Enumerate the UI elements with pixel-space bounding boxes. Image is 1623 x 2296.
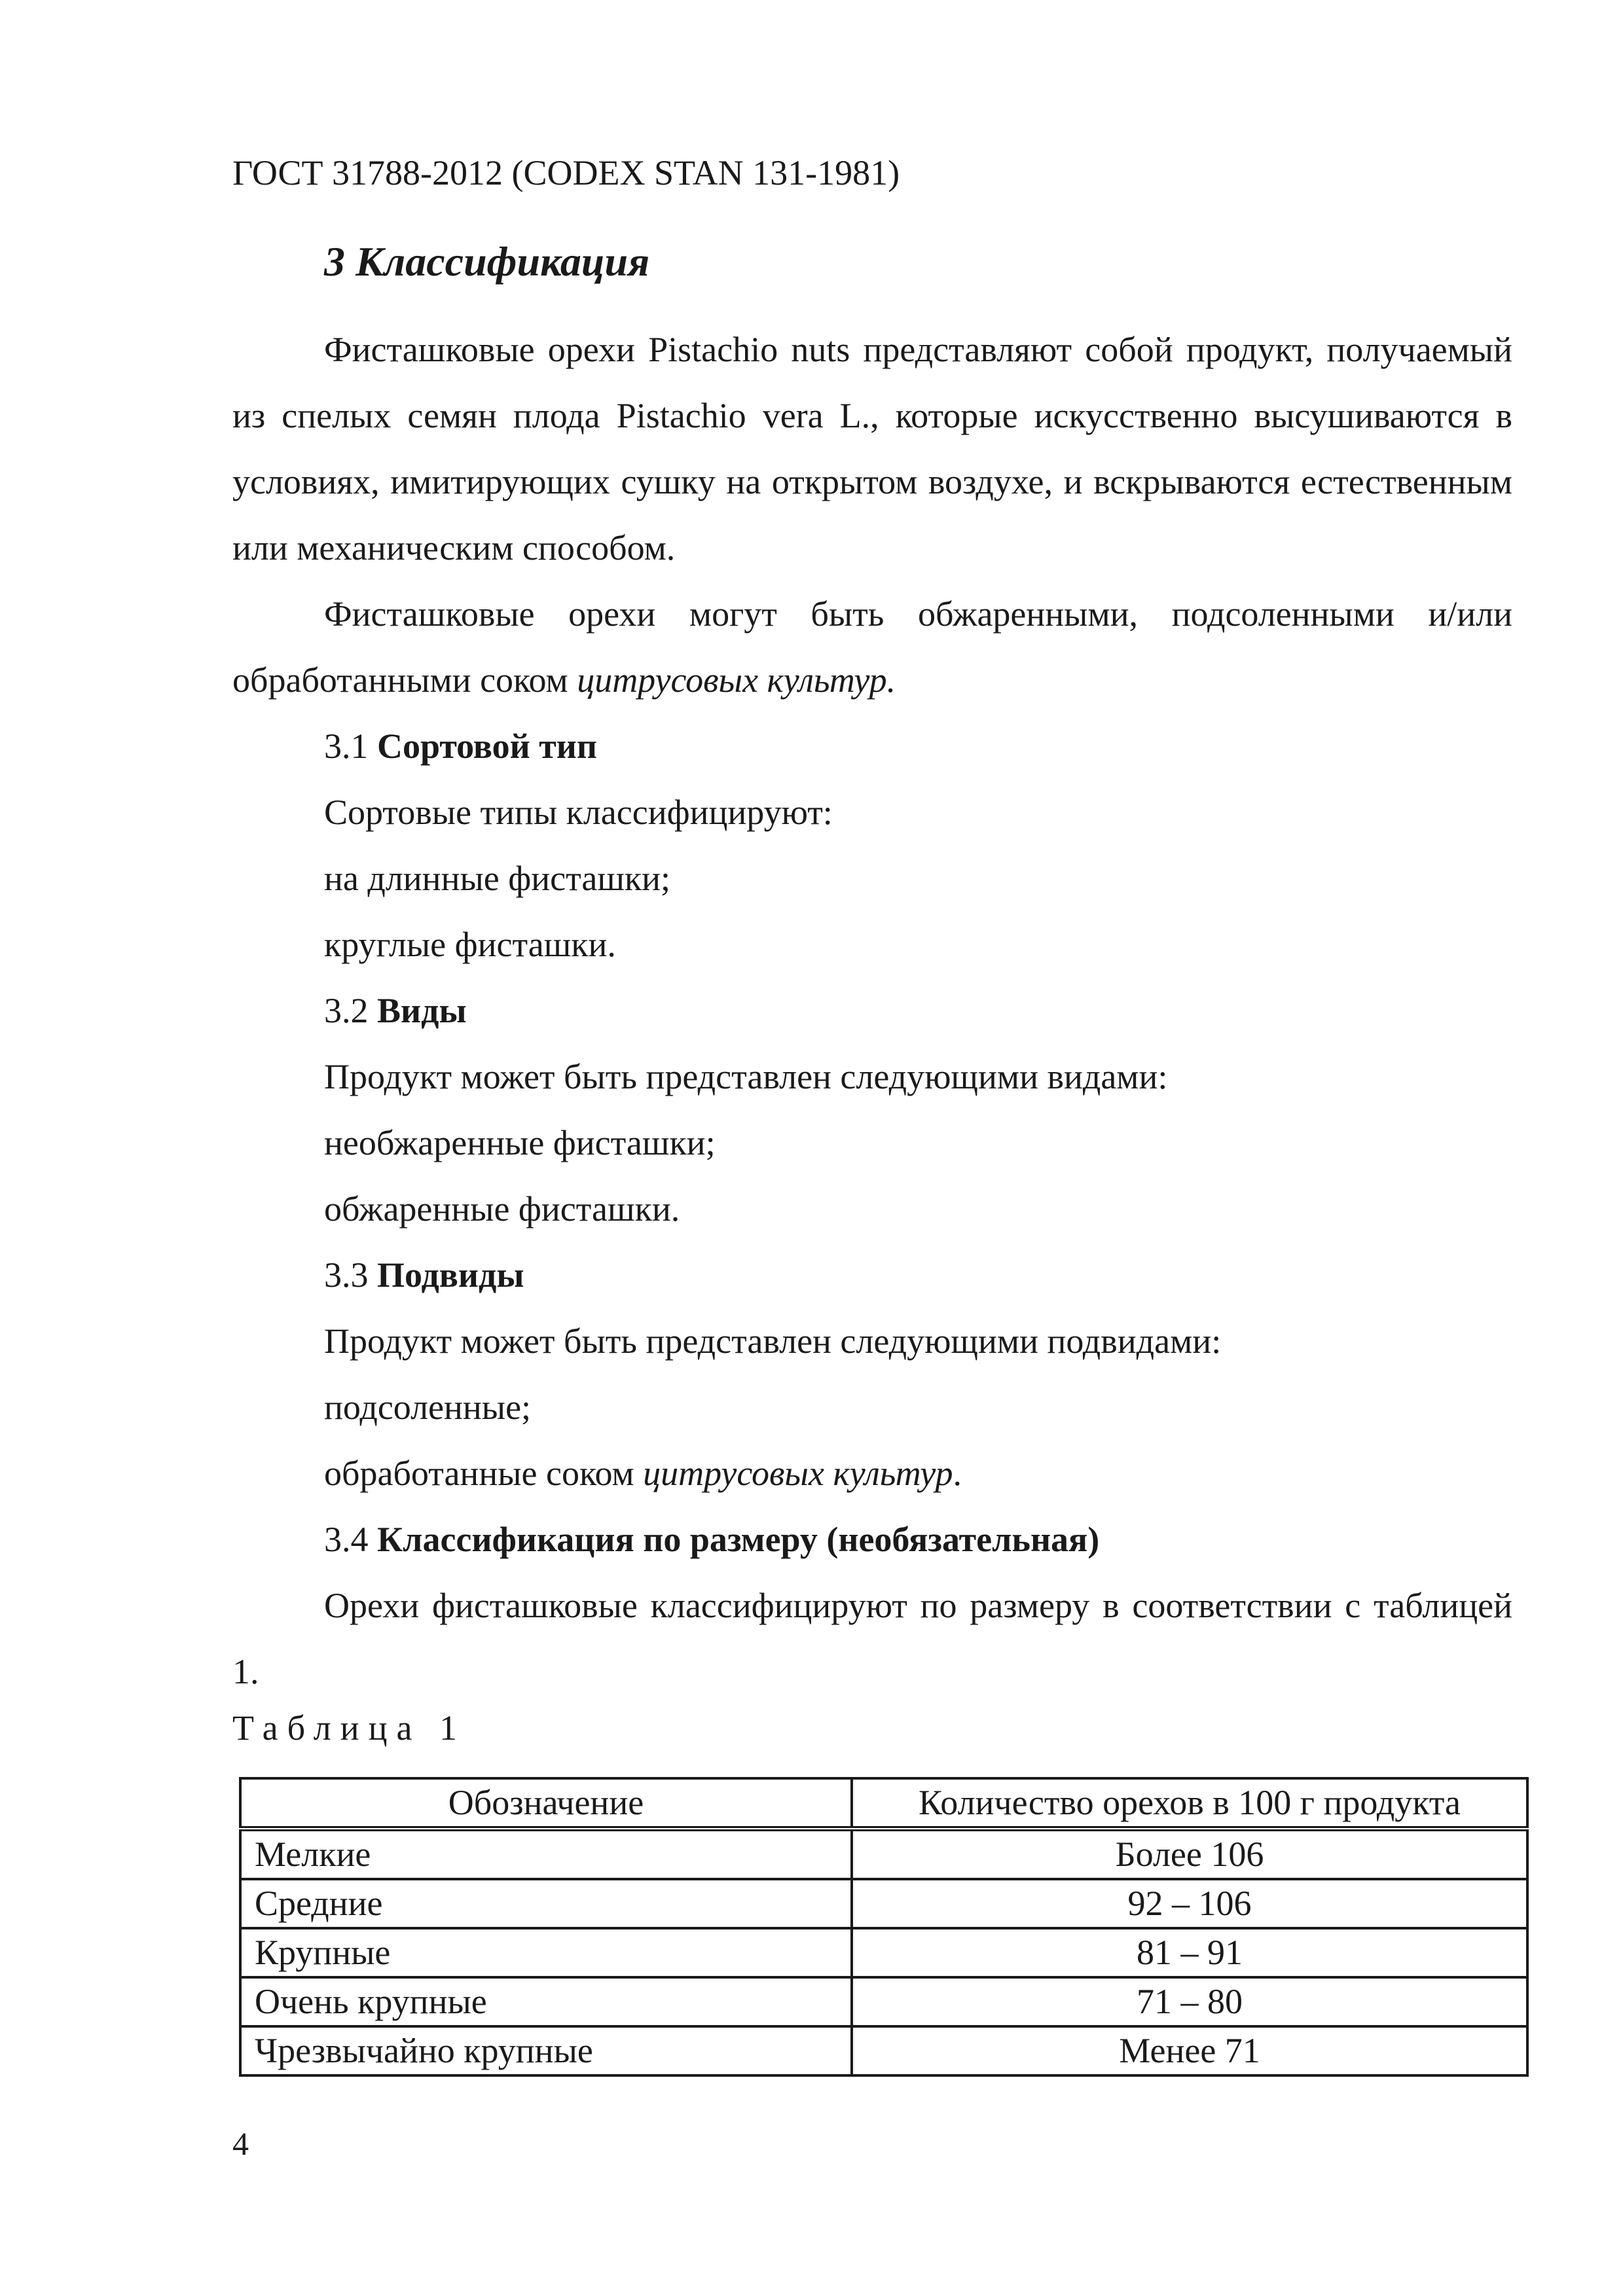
table-cell-count: 92 – 106	[852, 1879, 1527, 1928]
list-item: круглые фисташки.	[324, 925, 616, 964]
table-row	[240, 2026, 1527, 2075]
paragraph-definition: Фисташковые орехи Pistachio nuts представляют собой продукт, получаемый из спелых семян плода Pistachio vera L., которые искусственно высушиваются в условиях, имитирующих сушку на открытом воздухе, и вскрываются естественным или механическим способом.	[232, 330, 1512, 567]
table-cell-designation: Очень крупные	[240, 1977, 852, 2026]
table-row	[240, 1977, 1527, 2026]
table-header-row	[240, 1778, 1527, 1829]
table-row	[240, 1879, 1527, 1928]
table-cell-designation: Средние	[240, 1879, 852, 1928]
table-cell-designation: Мелкие	[240, 1829, 852, 1879]
subsection-number: 3.3	[324, 1255, 369, 1295]
paragraph-processing	[232, 581, 1512, 713]
subsection-number: 3.2	[324, 991, 369, 1030]
subsection-title: Виды	[377, 991, 467, 1030]
document-header: ГОСТ 31788-2012 (CODEX STAN 131-1981)	[232, 153, 900, 192]
table-caption: Таблица 1	[232, 1708, 466, 1748]
list-item: обжаренные фисташки.	[324, 1189, 680, 1229]
table-row	[240, 1928, 1527, 1977]
subsection-heading-3-2	[232, 978, 1512, 1044]
list-item	[232, 1441, 1512, 1507]
list-item-text: обработанные соком	[324, 1454, 644, 1493]
subsection-title: Сортовой тип	[377, 726, 597, 766]
table-cell-designation: Чрезвычайно крупные	[240, 2026, 852, 2075]
size-classification-table	[239, 1777, 1529, 2077]
table-row	[240, 1829, 1527, 1879]
document-body	[232, 317, 1512, 1705]
section-title: 3 Классификация	[324, 238, 650, 285]
subsection-title: Подвиды	[377, 1255, 524, 1295]
subsection-heading-3-3	[232, 1242, 1512, 1308]
list-item-end: .	[953, 1454, 962, 1493]
subsection-text: Продукт может быть представлен следующими видами:	[324, 1057, 1168, 1096]
table-cell-count: Более 106	[852, 1829, 1527, 1879]
subsection-heading-3-4	[232, 1507, 1512, 1573]
list-item: на длинные фисташки;	[324, 859, 671, 898]
paragraph-size-classification: Орехи фисташковые классифицируют по размеру в соответствии с таблицей 1.	[232, 1586, 1512, 1691]
paragraph-processing-text: Фисташковые орехи могут быть обжаренными, подсоленными и/или обработанными соком	[232, 594, 1512, 700]
paragraph-processing-italic: цитрусовых культур.	[577, 660, 896, 700]
table-header-cell: Количество орехов в 100 г продукта	[852, 1778, 1527, 1829]
subsection-text: Сортовые типы классифицируют:	[324, 793, 833, 832]
list-item: подсоленные;	[324, 1388, 532, 1427]
table-header-cell: Обозначение	[240, 1778, 852, 1829]
list-item: необжаренные фисташки;	[324, 1123, 716, 1162]
list-item-italic: цитрусовых культур	[643, 1454, 953, 1493]
table-cell-count: 81 – 91	[852, 1928, 1527, 1977]
table-cell-count: 71 – 80	[852, 1977, 1527, 2026]
table-cell-count: Менее 71	[852, 2026, 1527, 2075]
subsection-number: 3.4	[324, 1520, 369, 1559]
page-number: 4	[232, 2125, 249, 2162]
subsection-title: Классификация по размеру (необязательная)	[377, 1520, 1100, 1559]
subsection-number: 3.1	[324, 726, 369, 766]
subsection-heading-3-1	[232, 713, 1512, 780]
table-cell-designation: Крупные	[240, 1928, 852, 1977]
subsection-text: Продукт может быть представлен следующими подвидами:	[324, 1321, 1222, 1361]
